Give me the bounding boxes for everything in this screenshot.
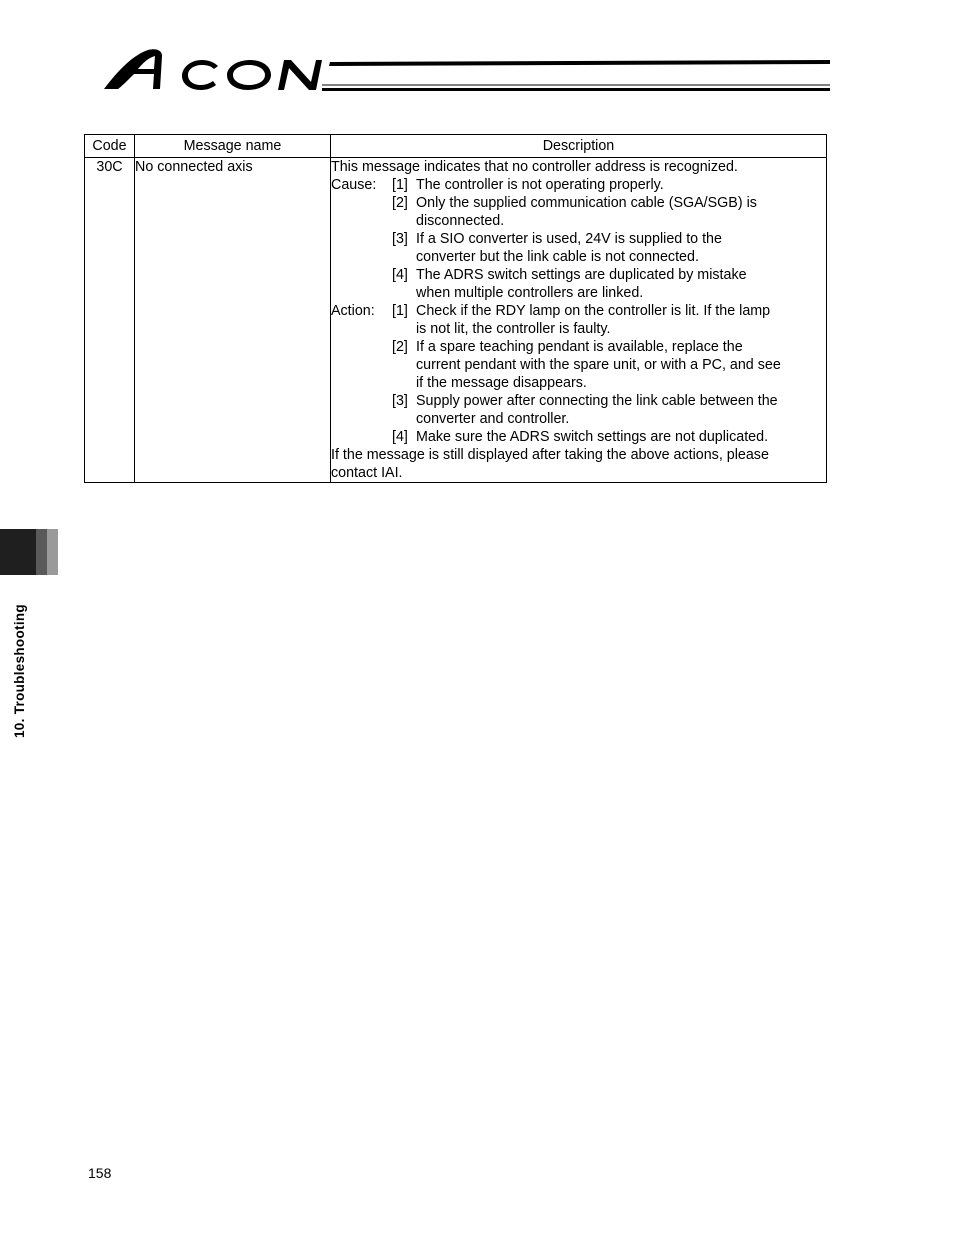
action-item: Action: [1] Check if the RDY lamp on the controller is lit. If the lamp is not lit, the controller is faulty. bbox=[331, 303, 771, 337]
error-message-table bbox=[84, 134, 827, 483]
chapter-tab bbox=[0, 529, 58, 575]
action-item: [4] Make sure the ADRS switch settings are not duplicated. bbox=[392, 429, 769, 445]
chapter-label: 10. Troubleshooting bbox=[12, 604, 27, 738]
table-header-row bbox=[85, 135, 827, 158]
action-label: Action: bbox=[331, 303, 375, 319]
row-description bbox=[331, 158, 827, 483]
description-closing: If the message is still displayed after taking the above actions, please contact IAI. bbox=[331, 447, 769, 481]
logo-letter-n bbox=[278, 60, 322, 90]
action-item: [3] Supply power after connecting the link cable between the converter and controller. bbox=[392, 393, 778, 427]
action-item: [2] If a spare teaching pendant is available, replace the current pendant with the spare unit, or with a PC, and see if the message disappears. bbox=[392, 339, 781, 391]
logo-letter-o bbox=[227, 60, 271, 90]
acon-logo bbox=[100, 44, 835, 100]
cause-item: Cause: [1] The controller is not operating properly. bbox=[331, 177, 664, 193]
header-description: Description bbox=[331, 135, 827, 158]
cause-item: [4] The ADRS switch settings are duplicated by mistake when multiple controllers are linked. bbox=[392, 267, 747, 301]
header-code: Code bbox=[85, 135, 135, 158]
logo-letter-a bbox=[104, 49, 162, 89]
row-code: 30C bbox=[85, 158, 135, 483]
page-number: 158 bbox=[88, 1165, 112, 1181]
logo-double-rule-top bbox=[329, 60, 830, 66]
cause-label: Cause: bbox=[331, 177, 377, 193]
cause-item: [3] If a SIO converter is used, 24V is supplied to the converter but the link cable is not connected. bbox=[392, 231, 722, 265]
header-message-name: Message name bbox=[135, 135, 331, 158]
logo-letter-c bbox=[182, 60, 218, 90]
row-message-name: No connected axis bbox=[135, 158, 331, 483]
cause-item: [2] Only the supplied communication cable (SGA/SGB) is disconnected. bbox=[392, 195, 757, 229]
description-intro: This message indicates that no controller address is recognized. bbox=[331, 159, 738, 175]
table-row bbox=[85, 158, 827, 483]
logo-double-rule-bottom bbox=[322, 88, 830, 91]
